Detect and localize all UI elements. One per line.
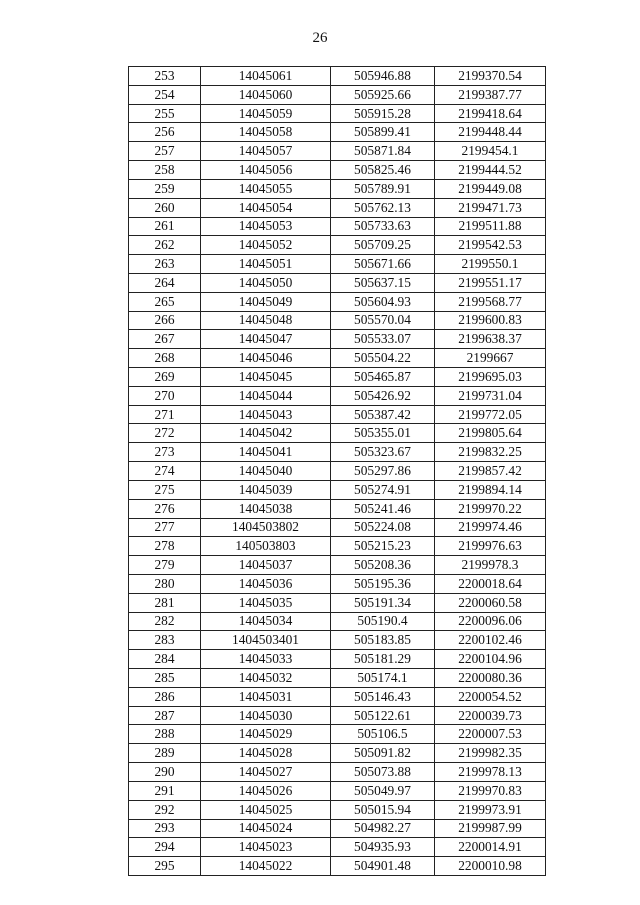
point-id-cell: 14045054 xyxy=(201,198,331,217)
y-coordinate-cell: 2199551.17 xyxy=(435,273,546,292)
row-index-cell: 293 xyxy=(129,819,201,838)
row-index-cell: 253 xyxy=(129,67,201,86)
point-id-cell: 14045023 xyxy=(201,838,331,857)
point-id-cell: 14045025 xyxy=(201,800,331,819)
y-coordinate-cell: 2199448.44 xyxy=(435,123,546,142)
point-id-cell: 14045060 xyxy=(201,85,331,104)
y-coordinate-cell: 2200080.36 xyxy=(435,669,546,688)
table-row xyxy=(129,236,546,255)
point-id-cell: 14045059 xyxy=(201,104,331,123)
y-coordinate-cell: 2199449.08 xyxy=(435,179,546,198)
point-id-cell: 14045039 xyxy=(201,480,331,499)
y-coordinate-cell: 2199805.64 xyxy=(435,424,546,443)
row-index-cell: 273 xyxy=(129,443,201,462)
table-row xyxy=(129,386,546,405)
y-coordinate-cell: 2199772.05 xyxy=(435,405,546,424)
table-row xyxy=(129,725,546,744)
x-coordinate-cell: 504982.27 xyxy=(331,819,435,838)
x-coordinate-cell: 505946.88 xyxy=(331,67,435,86)
table-row xyxy=(129,104,546,123)
y-coordinate-cell: 2200010.98 xyxy=(435,857,546,876)
table-row xyxy=(129,85,546,104)
x-coordinate-cell: 505195.36 xyxy=(331,574,435,593)
x-coordinate-cell: 505190.4 xyxy=(331,612,435,631)
table-row xyxy=(129,217,546,236)
x-coordinate-cell: 505733.63 xyxy=(331,217,435,236)
y-coordinate-cell: 2199471.73 xyxy=(435,198,546,217)
row-index-cell: 288 xyxy=(129,725,201,744)
table-row xyxy=(129,687,546,706)
table-row xyxy=(129,744,546,763)
y-coordinate-cell: 2199511.88 xyxy=(435,217,546,236)
point-id-cell: 14045033 xyxy=(201,650,331,669)
x-coordinate-cell: 505915.28 xyxy=(331,104,435,123)
y-coordinate-cell: 2199731.04 xyxy=(435,386,546,405)
y-coordinate-cell: 2200102.46 xyxy=(435,631,546,650)
point-id-cell: 14045041 xyxy=(201,443,331,462)
y-coordinate-cell: 2199974.46 xyxy=(435,518,546,537)
x-coordinate-cell: 505355.01 xyxy=(331,424,435,443)
row-index-cell: 275 xyxy=(129,480,201,499)
point-id-cell: 14045045 xyxy=(201,368,331,387)
x-coordinate-cell: 505091.82 xyxy=(331,744,435,763)
point-id-cell: 14045058 xyxy=(201,123,331,142)
row-index-cell: 262 xyxy=(129,236,201,255)
row-index-cell: 278 xyxy=(129,537,201,556)
y-coordinate-cell: 2199695.03 xyxy=(435,368,546,387)
y-coordinate-cell: 2199550.1 xyxy=(435,255,546,274)
y-coordinate-cell: 2199857.42 xyxy=(435,462,546,481)
row-index-cell: 284 xyxy=(129,650,201,669)
table-row xyxy=(129,255,546,274)
y-coordinate-cell: 2199970.83 xyxy=(435,781,546,800)
x-coordinate-cell: 505426.92 xyxy=(331,386,435,405)
table-row xyxy=(129,593,546,612)
x-coordinate-cell: 505146.43 xyxy=(331,687,435,706)
table-row xyxy=(129,273,546,292)
row-index-cell: 264 xyxy=(129,273,201,292)
y-coordinate-cell: 2199976.63 xyxy=(435,537,546,556)
table-row xyxy=(129,405,546,424)
y-coordinate-cell: 2199418.64 xyxy=(435,104,546,123)
table-row xyxy=(129,857,546,876)
y-coordinate-cell: 2200060.58 xyxy=(435,593,546,612)
row-index-cell: 256 xyxy=(129,123,201,142)
row-index-cell: 255 xyxy=(129,104,201,123)
y-coordinate-cell: 2199638.37 xyxy=(435,330,546,349)
table-row xyxy=(129,292,546,311)
y-coordinate-cell: 2200054.52 xyxy=(435,687,546,706)
row-index-cell: 274 xyxy=(129,462,201,481)
row-index-cell: 277 xyxy=(129,518,201,537)
table-row xyxy=(129,349,546,368)
table-row xyxy=(129,480,546,499)
y-coordinate-cell: 2199987.99 xyxy=(435,819,546,838)
x-coordinate-cell: 505387.42 xyxy=(331,405,435,424)
y-coordinate-cell: 2199454.1 xyxy=(435,142,546,161)
point-id-cell: 14045053 xyxy=(201,217,331,236)
row-index-cell: 268 xyxy=(129,349,201,368)
table-row xyxy=(129,443,546,462)
table-row xyxy=(129,198,546,217)
table-row xyxy=(129,669,546,688)
coordinates-table xyxy=(128,66,546,876)
point-id-cell: 140503803 xyxy=(201,537,331,556)
table-row xyxy=(129,800,546,819)
point-id-cell: 14045061 xyxy=(201,67,331,86)
point-id-cell: 14045048 xyxy=(201,311,331,330)
row-index-cell: 285 xyxy=(129,669,201,688)
row-index-cell: 291 xyxy=(129,781,201,800)
table-row xyxy=(129,838,546,857)
row-index-cell: 280 xyxy=(129,574,201,593)
y-coordinate-cell: 2200039.73 xyxy=(435,706,546,725)
point-id-cell: 14045043 xyxy=(201,405,331,424)
row-index-cell: 282 xyxy=(129,612,201,631)
row-index-cell: 259 xyxy=(129,179,201,198)
point-id-cell: 14045047 xyxy=(201,330,331,349)
x-coordinate-cell: 505274.91 xyxy=(331,480,435,499)
row-index-cell: 257 xyxy=(129,142,201,161)
x-coordinate-cell: 504935.93 xyxy=(331,838,435,857)
point-id-cell: 14045028 xyxy=(201,744,331,763)
x-coordinate-cell: 505015.94 xyxy=(331,800,435,819)
x-coordinate-cell: 505241.46 xyxy=(331,499,435,518)
x-coordinate-cell: 505925.66 xyxy=(331,85,435,104)
point-id-cell: 1404503802 xyxy=(201,518,331,537)
point-id-cell: 14045038 xyxy=(201,499,331,518)
y-coordinate-cell: 2199832.25 xyxy=(435,443,546,462)
table-row xyxy=(129,706,546,725)
x-coordinate-cell: 504901.48 xyxy=(331,857,435,876)
x-coordinate-cell: 505224.08 xyxy=(331,518,435,537)
point-id-cell: 14045035 xyxy=(201,593,331,612)
x-coordinate-cell: 505871.84 xyxy=(331,142,435,161)
point-id-cell: 14045040 xyxy=(201,462,331,481)
point-id-cell: 14045029 xyxy=(201,725,331,744)
x-coordinate-cell: 505637.15 xyxy=(331,273,435,292)
x-coordinate-cell: 505191.34 xyxy=(331,593,435,612)
y-coordinate-cell: 2199978.3 xyxy=(435,556,546,575)
x-coordinate-cell: 505073.88 xyxy=(331,763,435,782)
x-coordinate-cell: 505762.13 xyxy=(331,198,435,217)
row-index-cell: 276 xyxy=(129,499,201,518)
table-row xyxy=(129,650,546,669)
row-index-cell: 263 xyxy=(129,255,201,274)
table-row xyxy=(129,142,546,161)
row-index-cell: 292 xyxy=(129,800,201,819)
x-coordinate-cell: 505825.46 xyxy=(331,161,435,180)
x-coordinate-cell: 505465.87 xyxy=(331,368,435,387)
x-coordinate-cell: 505106.5 xyxy=(331,725,435,744)
point-id-cell: 14045049 xyxy=(201,292,331,311)
row-index-cell: 270 xyxy=(129,386,201,405)
row-index-cell: 267 xyxy=(129,330,201,349)
y-coordinate-cell: 2199978.13 xyxy=(435,763,546,782)
y-coordinate-cell: 2200096.06 xyxy=(435,612,546,631)
table-row xyxy=(129,161,546,180)
x-coordinate-cell: 505181.29 xyxy=(331,650,435,669)
row-index-cell: 269 xyxy=(129,368,201,387)
x-coordinate-cell: 505604.93 xyxy=(331,292,435,311)
x-coordinate-cell: 505789.91 xyxy=(331,179,435,198)
table-row xyxy=(129,462,546,481)
x-coordinate-cell: 505504.22 xyxy=(331,349,435,368)
table-row xyxy=(129,537,546,556)
row-index-cell: 261 xyxy=(129,217,201,236)
point-id-cell: 14045055 xyxy=(201,179,331,198)
point-id-cell: 14045034 xyxy=(201,612,331,631)
row-index-cell: 279 xyxy=(129,556,201,575)
row-index-cell: 281 xyxy=(129,593,201,612)
row-index-cell: 287 xyxy=(129,706,201,725)
y-coordinate-cell: 2200104.96 xyxy=(435,650,546,669)
x-coordinate-cell: 505183.85 xyxy=(331,631,435,650)
point-id-cell: 14045026 xyxy=(201,781,331,800)
point-id-cell: 14045027 xyxy=(201,763,331,782)
row-index-cell: 258 xyxy=(129,161,201,180)
y-coordinate-cell: 2199973.91 xyxy=(435,800,546,819)
x-coordinate-cell: 505208.36 xyxy=(331,556,435,575)
y-coordinate-cell: 2200018.64 xyxy=(435,574,546,593)
y-coordinate-cell: 2199600.83 xyxy=(435,311,546,330)
point-id-cell: 14045024 xyxy=(201,819,331,838)
y-coordinate-cell: 2199370.54 xyxy=(435,67,546,86)
y-coordinate-cell: 2199894.14 xyxy=(435,480,546,499)
point-id-cell: 1404503401 xyxy=(201,631,331,650)
row-index-cell: 266 xyxy=(129,311,201,330)
x-coordinate-cell: 505899.41 xyxy=(331,123,435,142)
point-id-cell: 14045042 xyxy=(201,424,331,443)
table-row xyxy=(129,631,546,650)
table-row xyxy=(129,518,546,537)
table-row xyxy=(129,179,546,198)
x-coordinate-cell: 505049.97 xyxy=(331,781,435,800)
table-row xyxy=(129,368,546,387)
row-index-cell: 286 xyxy=(129,687,201,706)
y-coordinate-cell: 2199387.77 xyxy=(435,85,546,104)
row-index-cell: 295 xyxy=(129,857,201,876)
x-coordinate-cell: 505122.61 xyxy=(331,706,435,725)
x-coordinate-cell: 505709.25 xyxy=(331,236,435,255)
x-coordinate-cell: 505323.67 xyxy=(331,443,435,462)
point-id-cell: 14045056 xyxy=(201,161,331,180)
x-coordinate-cell: 505671.66 xyxy=(331,255,435,274)
point-id-cell: 14045036 xyxy=(201,574,331,593)
table-row xyxy=(129,499,546,518)
x-coordinate-cell: 505297.86 xyxy=(331,462,435,481)
table-row xyxy=(129,574,546,593)
y-coordinate-cell: 2200007.53 xyxy=(435,725,546,744)
table-row xyxy=(129,330,546,349)
y-coordinate-cell: 2199444.52 xyxy=(435,161,546,180)
point-id-cell: 14045057 xyxy=(201,142,331,161)
table-row xyxy=(129,123,546,142)
row-index-cell: 260 xyxy=(129,198,201,217)
x-coordinate-cell: 505533.07 xyxy=(331,330,435,349)
row-index-cell: 290 xyxy=(129,763,201,782)
table-row xyxy=(129,781,546,800)
y-coordinate-cell: 2199542.53 xyxy=(435,236,546,255)
point-id-cell: 14045051 xyxy=(201,255,331,274)
y-coordinate-cell: 2200014.91 xyxy=(435,838,546,857)
point-id-cell: 14045046 xyxy=(201,349,331,368)
table-row xyxy=(129,763,546,782)
y-coordinate-cell: 2199667 xyxy=(435,349,546,368)
point-id-cell: 14045031 xyxy=(201,687,331,706)
x-coordinate-cell: 505215.23 xyxy=(331,537,435,556)
point-id-cell: 14045044 xyxy=(201,386,331,405)
x-coordinate-cell: 505174.1 xyxy=(331,669,435,688)
point-id-cell: 14045030 xyxy=(201,706,331,725)
row-index-cell: 254 xyxy=(129,85,201,104)
point-id-cell: 14045037 xyxy=(201,556,331,575)
y-coordinate-cell: 2199982.35 xyxy=(435,744,546,763)
row-index-cell: 272 xyxy=(129,424,201,443)
point-id-cell: 14045050 xyxy=(201,273,331,292)
table-row xyxy=(129,556,546,575)
row-index-cell: 265 xyxy=(129,292,201,311)
row-index-cell: 289 xyxy=(129,744,201,763)
row-index-cell: 283 xyxy=(129,631,201,650)
row-index-cell: 294 xyxy=(129,838,201,857)
point-id-cell: 14045032 xyxy=(201,669,331,688)
page-number: 26 xyxy=(312,30,328,46)
table-row xyxy=(129,67,546,86)
x-coordinate-cell: 505570.04 xyxy=(331,311,435,330)
y-coordinate-cell: 2199568.77 xyxy=(435,292,546,311)
point-id-cell: 14045052 xyxy=(201,236,331,255)
y-coordinate-cell: 2199970.22 xyxy=(435,499,546,518)
row-index-cell: 271 xyxy=(129,405,201,424)
point-id-cell: 14045022 xyxy=(201,857,331,876)
table-row xyxy=(129,311,546,330)
table-row xyxy=(129,612,546,631)
table-row xyxy=(129,424,546,443)
table-row xyxy=(129,819,546,838)
coordinates-table-body xyxy=(129,67,546,876)
